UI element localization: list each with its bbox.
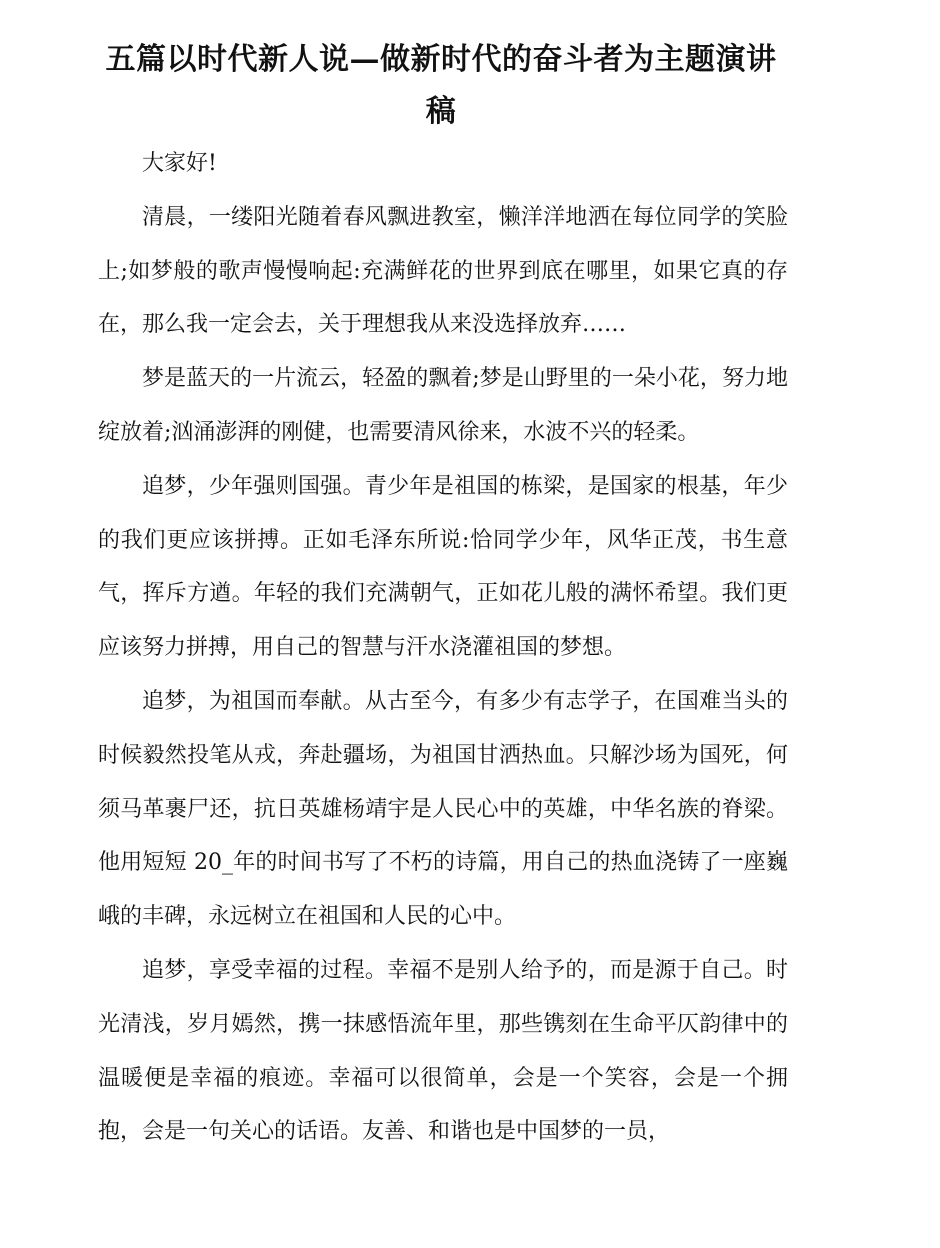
body-paragraph: 追梦，享受幸福的过程。幸福不是别人给予的，而是源于自己。时光清浅，岁月嫣然，携一抹感悟流年里，那些镌刻在生命平仄韵律中的温暖便是幸福的痕迹。幸福可以很简单，会是一个笑容，会是一个拥抱，会是一句关心的话语。友善、和谐也是中国梦的一员， (98, 957, 788, 1145)
greeting-paragraph: 大家好! (142, 151, 217, 176)
body-paragraph: 清晨，一缕阳光随着春风飘进教室，懒洋洋地洒在每位同学的笑脸上;如梦般的歌声慢慢响起:充满鲜花的世界到底在哪里，如果它真的存在，那么我一定会去，关于理想我从来没选择放弃…… (98, 204, 788, 338)
document-body (98, 137, 788, 1159)
body-paragraph: 梦是蓝天的一片流云，轻盈的飘着;梦是山野里的一朵小花，努力地绽放着;汹涌澎湃的刚健，也需要清风徐来，水波不兴的轻柔。 (98, 366, 788, 445)
body-paragraph: 追梦，少年强则国强。青少年是祖国的栋梁，是国家的根基，年少的我们更应该拼搏。正如毛泽东所说:恰同学少年，风华正茂，书生意气，挥斥方遒。年轻的我们充满朝气，正如花儿般的满怀希望。我们更应该努力拼搏，用自己的智慧与汗水浇灌祖国的梦想。 (98, 473, 788, 661)
document-title: 五篇以时代新人说—做新时代的奋斗者为主题演讲稿 (105, 42, 777, 129)
body-paragraph: 追梦，为祖国而奉献。从古至今，有多少有志学子，在国难当头的时候毅然投笔从戎，奔赴疆场，为祖国甘洒热血。只解沙场为国死，何须马革裹尸还，抗日英雄杨靖宇是人民心中的英雄，中华名族的脊梁。他用短短 20_年的时间书写了不朽的诗篇，用自己的热血浇铸了一座巍峨的丰碑，永远树立在祖国和人民的心中。 (98, 688, 788, 930)
